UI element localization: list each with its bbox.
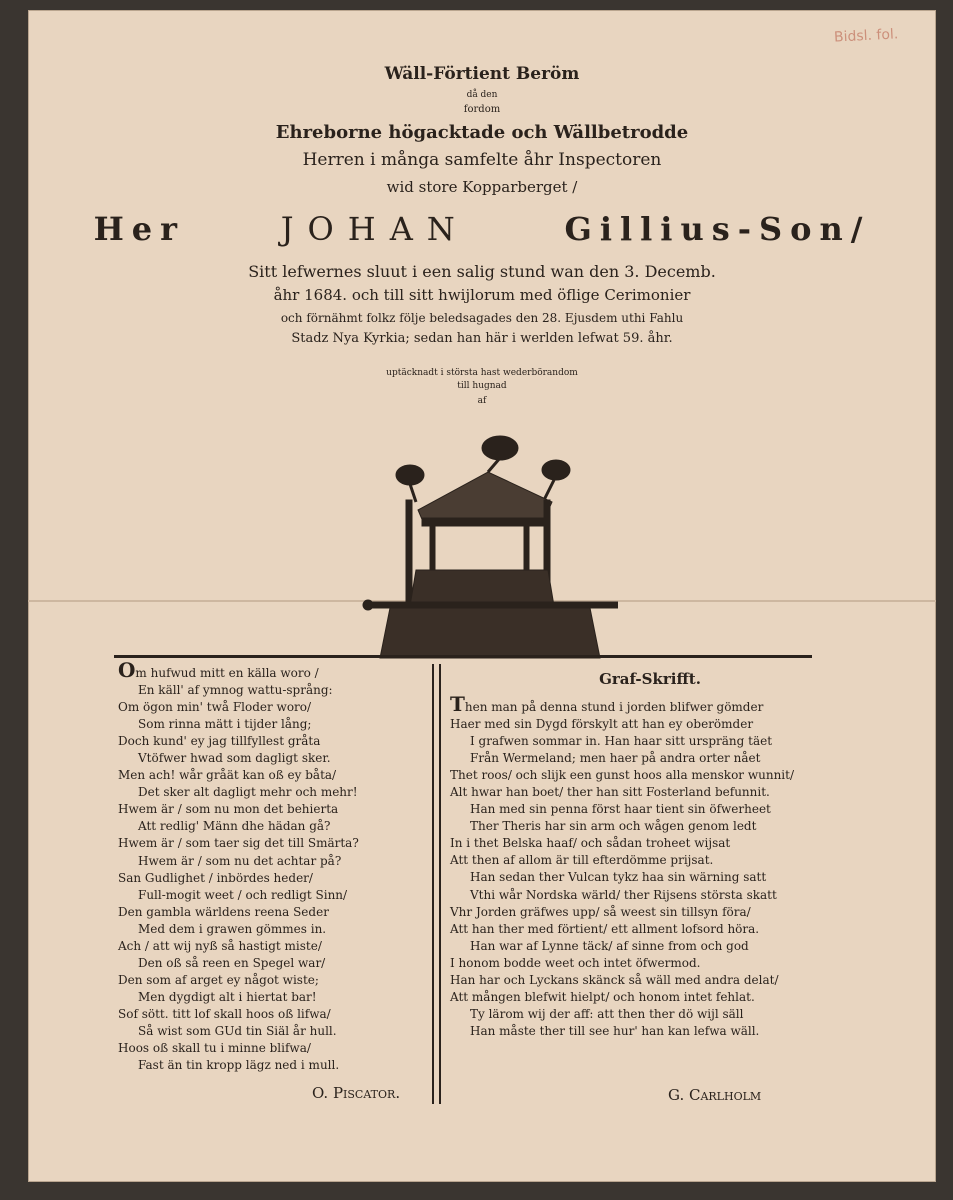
poem-line: Vthi wår Nordska wärld/ ther Rijsens största skatt <box>470 887 777 902</box>
subtitle-line: wid store Kopparberget / <box>386 178 578 196</box>
poem-line: Hoos oß skall tu i minne blifwa/ <box>118 1041 311 1056</box>
poem-line: Haer med sin Dygd förskylt att han ey oberömder <box>450 717 754 732</box>
title-line: Wäll-Förtient Beröm <box>384 64 580 84</box>
poem-line: San Gudlighet / inbördes heder/ <box>118 870 313 885</box>
name-prefix: Her <box>93 210 186 248</box>
subtitle-line: fordom <box>463 104 501 115</box>
signature-piscator: O. Piscator. <box>312 1084 401 1102</box>
pencil-annotation: Bidsl. fol. <box>833 26 899 46</box>
right-poem <box>450 662 830 1040</box>
poem-line: Ach / att wij nyß så hastigt miste/ <box>118 938 322 953</box>
poem-line: Doch kund' ey jag tillfyllest gråta <box>118 734 321 749</box>
poem-line: En käll' af ymnog wattu-språng: <box>138 683 333 698</box>
detail-line: och förnähmt folkz följe beledsagades den 28. Ejusdem uthi Fahlu <box>280 311 684 325</box>
poem-line: Han sedan ther Vulcan tykz haa sin wärning satt <box>470 870 767 885</box>
dedication-line: af <box>477 396 487 406</box>
detail-line: Sitt lefwernes sluut i een salig stund wan den 3. Decemb. <box>248 262 716 281</box>
name-suffix: Gillius-Son/ <box>564 210 871 248</box>
poem-line: Att then af allom är till efterdömme prijsat. <box>450 853 714 868</box>
poem-line: Han med sin penna först haar tient sin öfwerheet <box>470 802 771 817</box>
poem-line: Han war af Lynne täck/ af sinne from och god <box>470 938 749 953</box>
poem-line: Hwem är / som nu det achtar på? <box>138 853 342 868</box>
poem-line: Det sker alt dagligt mehr och mehr! <box>138 785 358 800</box>
poem-line: Från Wermeland; men haer på andra orter nået <box>470 751 761 766</box>
poem-line: Han har och Lyckans skänck så wäll med andra delat/ <box>450 972 779 987</box>
subtitle-line: Herren i många samfelte åhr Inspectoren <box>302 150 662 170</box>
poem-line: Then man på denna stund i jorden blifwer gömder <box>450 692 764 716</box>
poem-line: Vhr Jorden gräfwes upp/ så weest sin tillsyn föra/ <box>450 904 751 919</box>
subtitle-line: då den <box>466 90 498 100</box>
dedication-line: till hugnad <box>457 381 507 391</box>
detail-line: Stadz Nya Kyrkia; sedan han här i werlden lefwat 59. åhr. <box>291 331 673 346</box>
poem-line: Så wist som GUd tin Siäl år hull. <box>138 1023 337 1038</box>
poem-line: Vtöfwer hwad som dagligt sker. <box>138 751 331 766</box>
column-divider <box>439 664 441 1104</box>
column-divider <box>432 664 434 1104</box>
poem-line: Med dem i grawen gömmes in. <box>138 921 327 936</box>
deceased-name <box>28 210 936 248</box>
poem-line: Om hufwud mitt en källa woro / <box>118 658 319 682</box>
name-main: JOHAN <box>280 210 469 248</box>
poem-line: Hwem är / som nu mon det behierta <box>118 802 339 817</box>
poem-line: Att mången blefwit hielpt/ och honom intet fehlat. <box>450 989 755 1004</box>
poem-line: Om ögon min' twå Floder woro/ <box>118 700 312 715</box>
subtitle-line: Ehreborne högacktade och Wällbetrodde <box>275 122 689 143</box>
poem-line: Att han ther med förtient/ ett allment lofsord höra. <box>450 921 760 936</box>
poem-line: I grafwen sommar in. Han haar sitt urspräng täet <box>470 734 773 749</box>
poem-line: I honom bodde weet och intet öfwermod. <box>450 955 701 970</box>
poem-line: Han måste ther till see hur' han kan lefwa wäll. <box>470 1023 760 1038</box>
signature-carlholm: G. Carlholm <box>668 1086 762 1104</box>
left-poem <box>118 658 428 1074</box>
poem-line: Ty lärom wij der aff: att then ther dö wijl säll <box>470 1006 744 1021</box>
dedication-line: uptäcknadt i största hast wederbörandom <box>386 368 578 378</box>
poem-line: Sof sött. titt lof skall hoos oß lifwa/ <box>118 1006 331 1021</box>
poem-line: Att redlig' Männ dhe hädan gå? <box>138 819 331 834</box>
broadside-sheet <box>28 10 936 1182</box>
epitaph-heading: Graf-Skrifft. <box>599 670 701 688</box>
poem-line: Thet roos/ och slijk een gunst hoos alla menskor wunnit/ <box>450 768 795 783</box>
poem-line: Hwem är / som taer sig det till Smärta? <box>118 836 359 851</box>
poem-line: Men dygdigt alt i hiertat bar! <box>138 989 317 1004</box>
horizontal-rule <box>114 655 812 658</box>
poem-line: Den oß så reen en Spegel war/ <box>138 955 326 970</box>
poem-line: In i thet Belska haaf/ och sådan troheet wijsat <box>450 836 731 851</box>
poem-line: Den som af arget ey något wiste; <box>118 972 319 987</box>
poem-line: Ther Theris har sin arm och wågen genom ledt <box>470 819 757 834</box>
bier-woodcut-illustration <box>338 420 618 660</box>
poem-line: Som rinna mätt i tijder lång; <box>138 717 312 732</box>
poem-line: Fast än tin kropp lägz ned i mull. <box>138 1058 340 1073</box>
poem-line: Men ach! wår gråät kan oß ey båta/ <box>118 768 337 783</box>
poem-line: Den gambla wärldens reena Seder <box>118 904 329 919</box>
poem-line: Alt hwar han boet/ ther han sitt Fosterland befunnit. <box>450 785 770 800</box>
poem-line: Full-mogit weet / och redligt Sinn/ <box>138 887 348 902</box>
detail-line: åhr 1684. och till sitt hwijlorum med öflige Cerimonier <box>273 286 691 304</box>
